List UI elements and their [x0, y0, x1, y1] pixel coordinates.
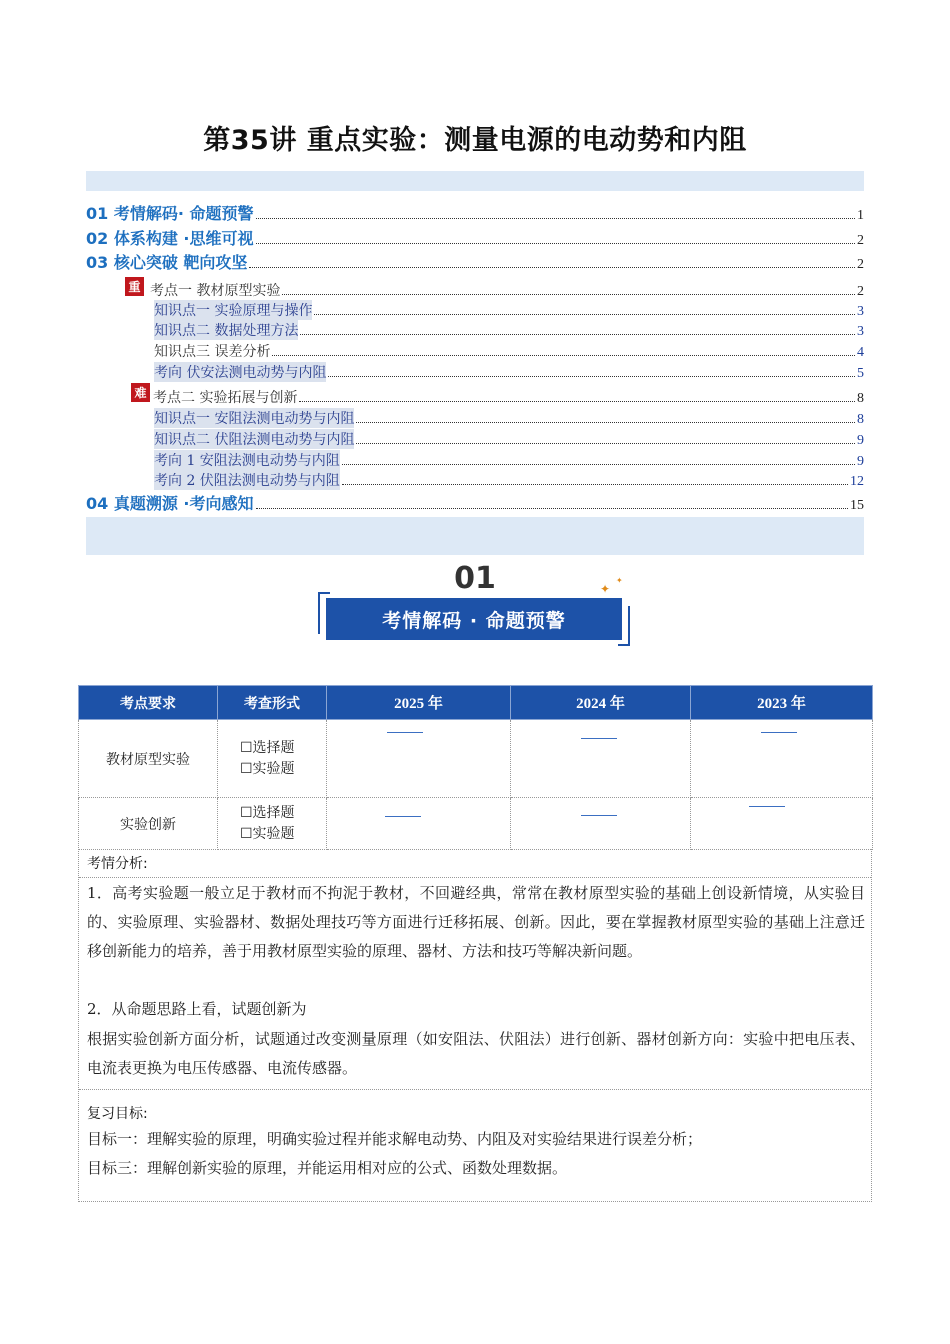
table-header-row [79, 686, 873, 720]
table-row [79, 720, 873, 798]
topic-cell: 实验创新 [79, 798, 218, 850]
form-cell [218, 720, 327, 798]
choice-checkbox[interactable]: ☐选择题 [240, 804, 295, 821]
cell-2025 [327, 720, 511, 798]
analysis-paragraph-3: 根据实验创新方面分析，试题通过改变测量原理（如安阻法、伏阻法）进行创新、器材创新方向：实验中把电压表、电流表更换为电压传感器、电流传感器。 [87, 1030, 865, 1077]
th-topic: 考点要求 [79, 686, 218, 720]
analysis-heading: 考情分析: [87, 856, 148, 872]
toc-item-k2d[interactable]: 考向 2 伏阻法测电动势与内阻 12 [154, 470, 864, 490]
section-banner: 考情解码 · 命题预警 [326, 598, 622, 640]
cell-2024 [511, 720, 691, 798]
form-cell [218, 798, 327, 850]
toc-item-s3[interactable]: 03 核心突破 靶向攻坚 2 [86, 253, 864, 272]
toc-item-k1b[interactable]: 知识点二 数据处理方法 3 [154, 320, 864, 340]
blank-line [761, 732, 797, 733]
analysis-paragraph-2: 2．从命题思路上看，试题创新为 [87, 1000, 307, 1018]
toc-band-bottom [86, 517, 864, 555]
topic-cell: 教材原型实验 [79, 720, 218, 798]
toc-item-k1a[interactable]: 知识点一 实验原理与操作 3 [154, 300, 864, 320]
blank-line [749, 806, 785, 807]
page-title: 第35讲 重点实验：测量电源的电动势和内阻 [203, 125, 747, 156]
blank-line [387, 732, 423, 733]
th-form: 考查形式 [218, 686, 327, 720]
blank-line [581, 738, 617, 739]
toc-item-k2[interactable]: 考点二 实验拓展与创新 8 [153, 390, 864, 406]
analysis-box [78, 849, 872, 1202]
analysis-paragraph-1: 1．高考实验题一般立足于教材而不拘泥于教材，不回避经典，常常在教材原型实验的基础上创设新情境，从实验目的、实验原理、实验器材、数据处理技巧等方面进行迁移拓展、创新。因此，要在掌握教材原型实验的基础上注意迁移创新能力的培养，善于用教材原型实验的原理、器材、方法和技巧等解决新问题。 [87, 884, 865, 960]
toc-item-s1[interactable]: 01 考情解码· 命题预警 1 [86, 204, 864, 223]
cell-2023 [691, 798, 873, 850]
toc-item-s2[interactable]: 02 体系构建 ·思维可视 2 [86, 229, 864, 248]
goals-heading: 复习目标: [87, 1106, 148, 1122]
th-2025: 2025 年 [327, 686, 511, 720]
hard-tag-icon: 难 [131, 383, 150, 402]
cell-2023 [691, 720, 873, 798]
cell-2025 [327, 798, 511, 850]
table-row [79, 798, 873, 850]
cell-2024 [511, 798, 691, 850]
key-tag-icon: 重 [125, 277, 144, 296]
toc-item-k1[interactable]: 考点一 教材原型实验 2 [150, 283, 864, 299]
sparkle-icon: ✦ [600, 582, 611, 596]
th-2024: 2024 年 [511, 686, 691, 720]
requirements-table [78, 685, 873, 850]
toc-band-top [86, 171, 864, 191]
blank-line [581, 815, 617, 816]
toc-item-k1c[interactable]: 知识点三 误差分析 4 [154, 344, 864, 360]
goal-2: 目标三：理解创新实验的原理，并能运用相对应的公式、函数处理数据。 [87, 1159, 568, 1177]
experiment-checkbox[interactable]: ☐实验题 [240, 825, 295, 842]
toc-item-k2b[interactable]: 知识点二 伏阻法测电动势与内阻 9 [154, 429, 864, 449]
experiment-checkbox[interactable]: ☐实验题 [240, 760, 295, 777]
goal-1: 目标一：理解实验的原理，明确实验过程并能求解电动势、内阻及对实验结果进行误差分析； [87, 1130, 703, 1148]
toc-item-s4[interactable]: 04 真题溯源 ·考向感知 15 [86, 494, 864, 513]
toc-item-k2a[interactable]: 知识点一 安阻法测电动势与内阻 8 [154, 408, 864, 428]
section-number: 01 [454, 561, 496, 596]
blank-line [385, 816, 421, 817]
toc-item-k2c[interactable]: 考向 1 安阻法测电动势与内阻 9 [154, 450, 864, 470]
choice-checkbox[interactable]: ☐选择题 [240, 739, 295, 756]
th-2023: 2023 年 [691, 686, 873, 720]
sparkle-small-icon: ✦ [616, 576, 623, 585]
toc-item-k1d[interactable]: 考向 伏安法测电动势与内阻 5 [154, 362, 864, 382]
